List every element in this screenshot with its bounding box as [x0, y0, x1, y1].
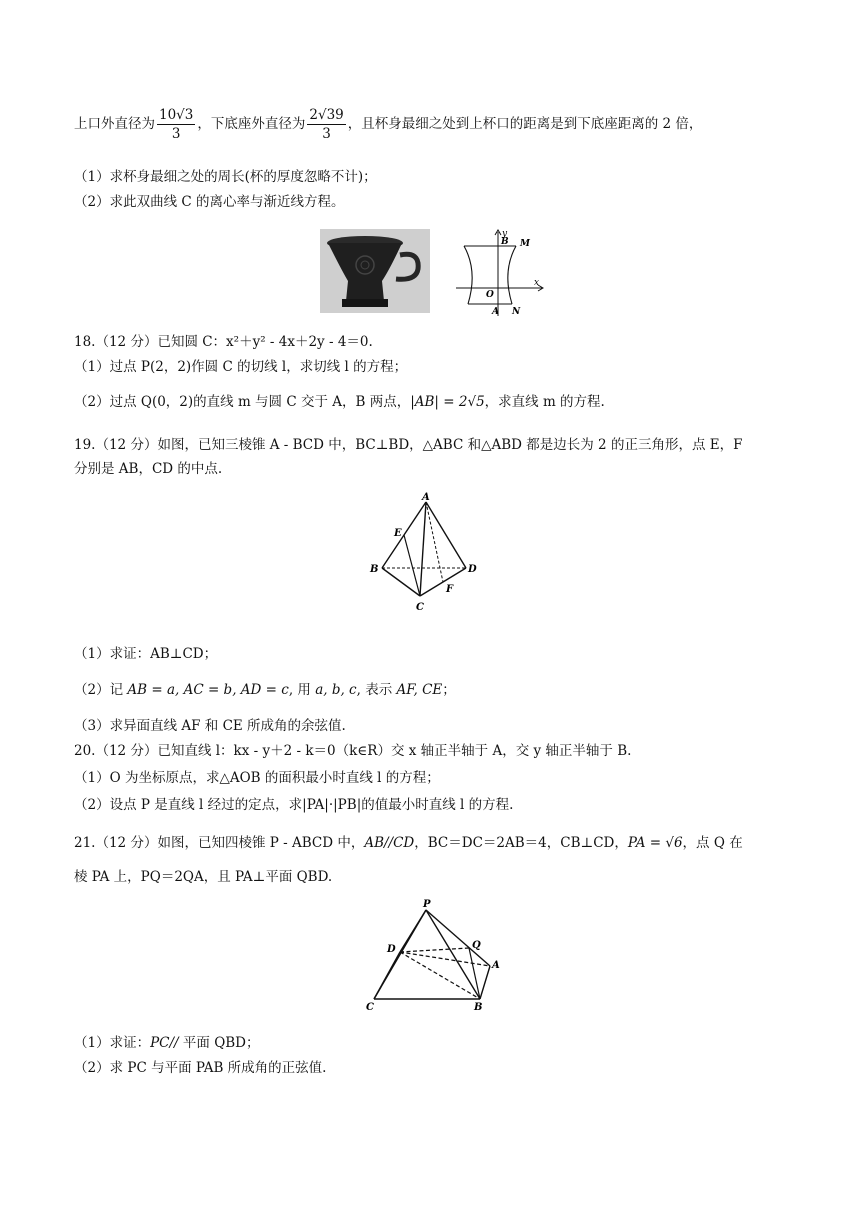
p17-intro-c: ，且杯身最细之处到上杯口的距离是到下底座距离的 2 倍， [347, 116, 703, 132]
p19-q3: （3）求异面直线 AF 和 CE 所成角的余弦值. [74, 718, 346, 734]
pyr-label-d: D [387, 944, 396, 955]
tet-label-c: C [416, 602, 424, 613]
pa-length: PA = √6 [627, 835, 683, 851]
p19-q1: （1）求证：AB⊥CD； [74, 646, 218, 662]
p20-q1: （1）O 为坐标原点，求△AOB 的面积最小时直线 l 的方程； [74, 770, 440, 786]
p21-q1-line: （1）求证：PC// 平面 QBD； [74, 1035, 260, 1051]
tet-label-d: D [468, 564, 477, 575]
p19-stem-1: 19.（12 分）如图，已知三棱锥 A - BCD 中，BC⊥BD，△ABC 和△ABD 都是边长为 2 的正三角形，点 E，F [74, 437, 743, 453]
p17-intro-b: ，下底座外直径为 [197, 116, 306, 132]
tet-label-a: A [422, 492, 430, 503]
tetrahedron-figure [362, 490, 490, 616]
p20-q2: （2）设点 P 是直线 l 经过的定点，求|PA|·|PB|的值最小时直线 l 的方程. [74, 797, 514, 813]
p21-stem-2: 棱 PA 上，PQ＝2QA，且 PA⊥平面 QBD. [74, 869, 333, 885]
fig-label-o: O [486, 290, 494, 300]
tet-label-b: B [370, 564, 379, 575]
p17-intro-line [74, 106, 702, 143]
fig-label-m: M [520, 239, 530, 249]
ab-parallel-cd: AB//CD [364, 835, 415, 851]
p21-stem-1: 21.（12 分）如图，已知四棱锥 P - ABCD 中，AB//CD，BC＝DC＝2AB＝4，CB⊥CD，PA = √6，点 Q 在 [74, 835, 743, 851]
pyr-label-p: P [423, 899, 431, 910]
vector-definitions: AB = a, AC = b, AD = c [127, 682, 289, 698]
p18-q1: （1）过点 P(2，2)作圆 C 的切线 l，求切线 l 的方程； [74, 359, 408, 375]
p17-q2: （2）求此双曲线 C 的离心率与渐近线方程。 [74, 194, 345, 210]
cup-photo [320, 229, 430, 313]
pyr-label-c: C [366, 1002, 374, 1013]
cup-image [320, 229, 430, 313]
p18-q2-line: （2）过点 Q(0，2)的直线 m 与圆 C 交于 A，B 两点，|AB| = 2√5，求直线 m 的方程. [74, 394, 605, 410]
p19-stem-2: 分别是 AB，CD 的中点. [74, 461, 223, 477]
vector-basis: a, b, c [315, 682, 357, 698]
top-diameter-fraction: $\frac{10√3}{3}$ [159, 107, 194, 142]
tet-label-e: E [394, 528, 402, 539]
ab-length-equation: |AB| = 2√5 [410, 394, 485, 410]
p19-q2-line: （2）记 AB = a, AC = b, AD = c, 用 a, b, c, 表示 AF, CE； [74, 682, 456, 698]
p17-intro-a: 上口外直径为 [74, 116, 155, 132]
fig-label-b: B [501, 237, 509, 247]
tet-label-f: F [446, 584, 454, 595]
pyr-label-q: Q [472, 940, 481, 951]
pc-parallel: PC// [150, 1035, 179, 1051]
fig-label-n: N [512, 307, 521, 317]
p17-q1: （1）求杯身最细之处的周长(杯的厚度忽略不计)； [74, 169, 377, 185]
vector-targets: AF, CE [396, 682, 443, 698]
pyr-label-a: A [492, 960, 500, 971]
fig-label-y: y [502, 229, 508, 239]
p18-stem: 18.（12 分）已知圆 C：x²＋y² - 4x＋2y - 4＝0. [74, 334, 373, 350]
p21-q2: （2）求 PC 与平面 PAB 所成角的正弦值. [74, 1060, 327, 1076]
hyperbola-cup-figure [454, 226, 546, 318]
bottom-diameter-fraction: $\frac{2√39}{3}$ [309, 107, 344, 142]
pyr-label-b: B [474, 1002, 483, 1013]
fig-label-a: A [492, 307, 499, 317]
fig-label-x: x [534, 278, 540, 288]
p20-stem: 20.（12 分）已知直线 l：kx - y＋2 - k＝0（k∈R）交 x 轴正半轴于 A，交 y 轴正半轴于 B. [74, 743, 632, 759]
pyramid-figure [362, 896, 502, 1016]
